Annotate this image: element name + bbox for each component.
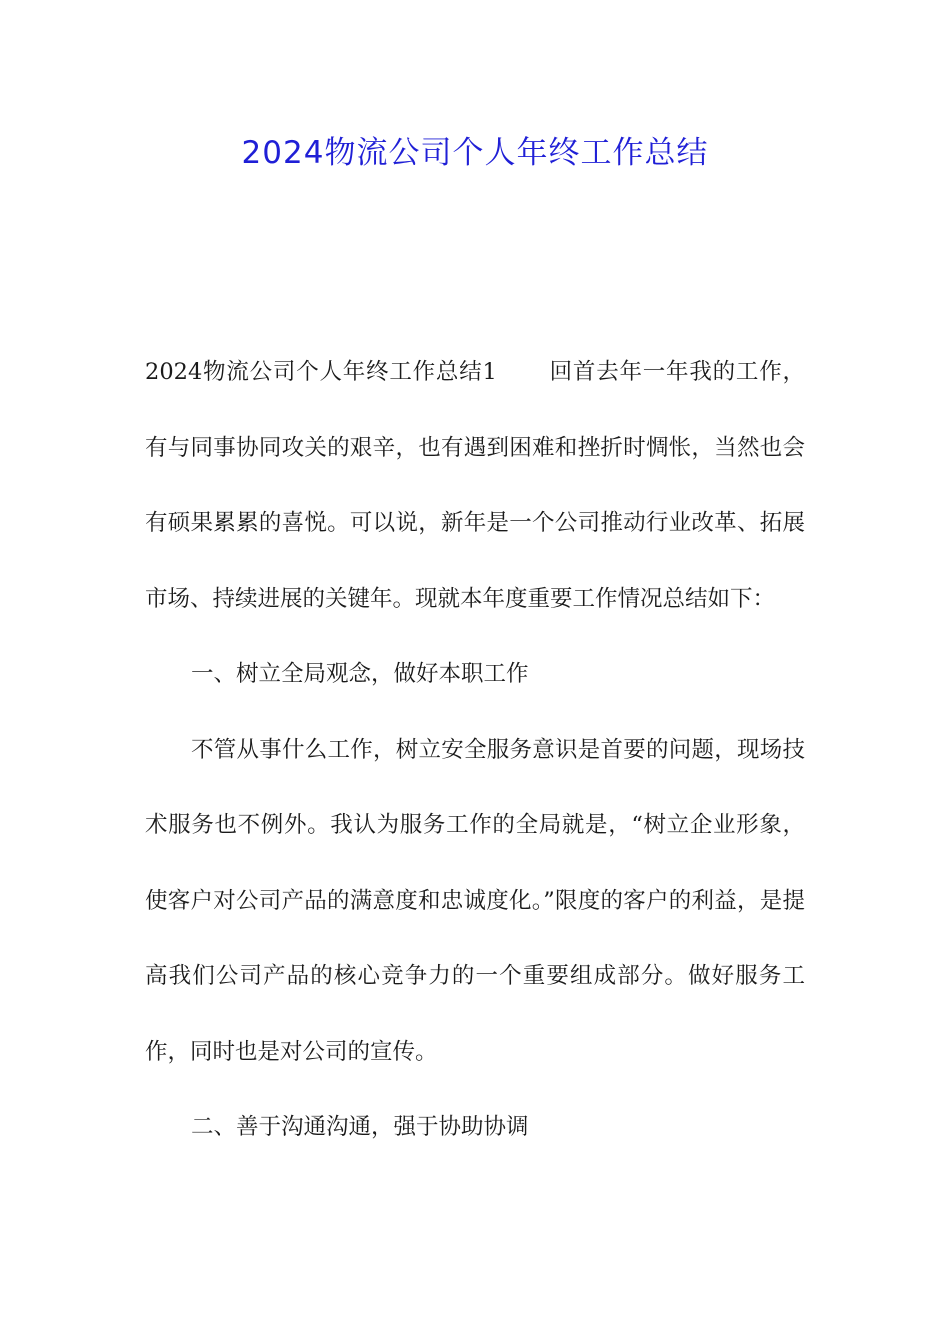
body-paragraph-1: 不管从事什么工作，树立安全服务意识是首要的问题，现场技术服务也不例外。我认为服务工作的全局就是，“树立企业形象，使客户对公司产品的满意度和忠诚度化。”限度的客户的利益，是提高我们公司产品的核心竞争力的一个重要组成部分。做好服务工作，同时也是对公司的宣传。 xyxy=(145,736,805,1065)
intro-paragraph xyxy=(145,335,805,637)
intro-text: 回首去年一年我的工作，有与同事协同攻关的艰辛，也有遇到困难和挫折时惆怅，当然也会有硕果累累的喜悦。可以说，新年是一个公司推动行业改革、拓展市场、持续进展的关键年。现就本年度重要工作情况总结如下： xyxy=(145,359,805,612)
section-heading-1: 一、树立全局观念，做好本职工作 xyxy=(191,661,529,687)
document-body xyxy=(145,335,805,1166)
section-heading-2: 二、善于沟通沟通，强于协助协调 xyxy=(191,1114,529,1140)
document-title: 2024物流公司个人年终工作总结 xyxy=(241,135,709,171)
intro-heading: 2024物流公司个人年终工作总结1 xyxy=(145,359,497,385)
